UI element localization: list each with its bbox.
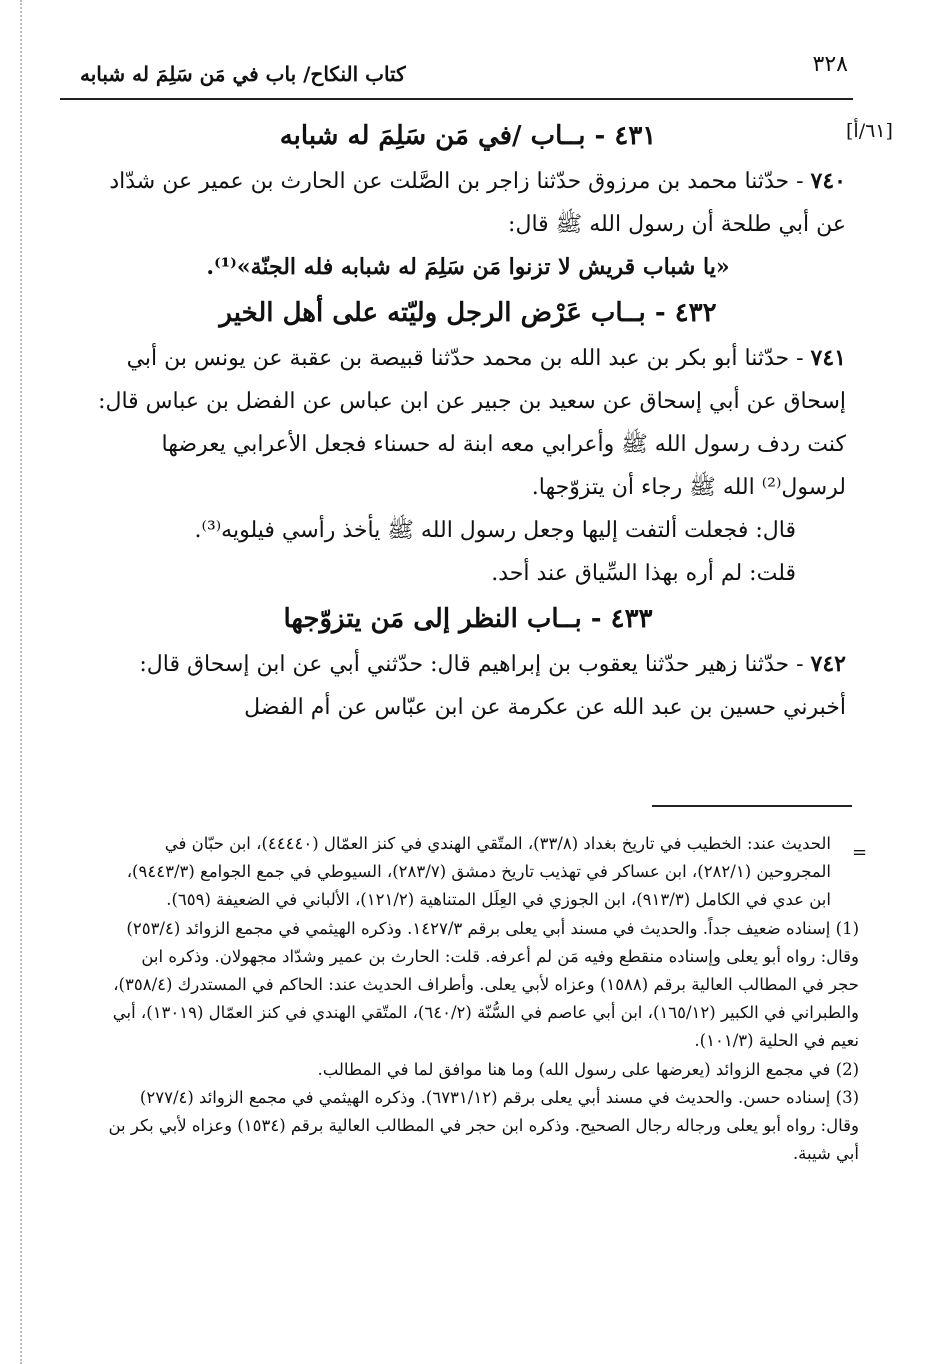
hadith-741-paragraph-2: قال: فجعلت ألتفت إليها وجعل رسول الله ﷺ يأخذ رأسي فيلويه⁽³⁾.	[194, 518, 796, 543]
hadith-text: - حدّثنا أبو بكر بن عبد الله بن محمد حدّثنا قبيصة بن عقبة عن يونس بن أبي إسحاق عن أبي إسحاق عن سعيد بن جبير عن ابن عباس عن الفضل بن عباس قال:	[98, 346, 846, 414]
manuscript-folio-mark: [٦١/أ]	[846, 120, 893, 142]
page-number: ٣٢٨	[812, 52, 848, 77]
hadith-741-paragraph-1: كنت ردف رسول الله ﷺ وأعرابي معه ابنة له حسناء فجعل الأعرابي يعرضها لرسول⁽²⁾ الله ﷺ رجاء أن يتزوّجها.	[161, 432, 846, 500]
hadith-741-paragraph-3: قلت: لم أره بهذا السِّياق عند أحد.	[491, 561, 796, 586]
page-header	[60, 50, 853, 98]
footnote-separator	[652, 805, 852, 807]
chapter-heading-432: ٤٣٢ - بــاب عَرْض الرجل وليّته على أهل الخير	[219, 298, 717, 328]
hadith-text: - حدّثنا محمد بن مرزوق حدّثنا زاجر بن الصَّلت عن الحارث بن عمير عن شدّاد عن أبي طلحة أن رسول الله ﷺ قال:	[109, 169, 846, 237]
hadith-number: ٧٤٠	[810, 168, 846, 194]
scan-edge-dotted-line	[20, 0, 22, 1364]
footnote-continuation: الحديث عند: الخطيب في تاريخ بغداد (٣٣/٨)، المتّقي الهندي في كنز العمّال (٤٤٤٤٠)، ابن حبّان في المجروحين (٢٨٢/١)، ابن عساكر في تهذيب تاريخ دمشق (٢٨٣/٧)، السيوطي في جمع الجوامع (٩٤٤٣/٣)، ابن عدي في الكامل (٩١٣/٣)، ابن الجوزي في العِلَل المتناهية (١٢١/٢)، الألباني في الضعيفة (٦٥٩).	[126, 834, 831, 910]
header-divider	[60, 98, 853, 100]
footnote-1: (1) إسناده ضعيف جداً. والحديث في مسند أبي يعلى برقم ١٤٢٧/٣. وذكره الهيثمي في مجمع الزوائد (٢٥٣/٤) وقال: رواه أبو يعلى وإسناده منقطع وفيه مَن لم أعرفه. قلت: الحارث بن عمير وشدّاد مجهولان. وذكره ابن حجر في المطالب العالية برقم (١٥٨٨) وعزاه لأبي يعلى. وأطراف الحديث عند: الحاكم في المستدرك (٣٥٨/٤)، والطبراني في الكبير (١٦٥/١٢)، ابن أبي عاصم في السُّنّة (٦٤٠/٢)، المتّقي الهندي في كنز العمّال (١٣٠١٩)، أبي نعيم في الحلية (١٠١/٣).	[112, 918, 859, 1051]
hadith-742	[90, 643, 846, 729]
running-title: كتاب النكاح/ باب في مَن سَلِمَ له شبابه	[80, 62, 406, 86]
hadith-number: ٧٤١	[810, 345, 846, 371]
hadith-text: - حدّثنا زهير حدّثنا يعقوب بن إبراهيم قال: حدّثني أبي عن ابن إسحاق قال: أخبرني حسين بن عبد الله عن عكرمة عن ابن عبّاس عن أم الفضل	[139, 652, 846, 720]
chapter-heading-431: ٤٣١ - بــاب /في مَن سَلِمَ له شبابه	[279, 121, 657, 151]
footnotes	[108, 830, 859, 1168]
hadith-741	[90, 337, 846, 423]
footnote-2: (2) في مجمع الزوائد (يعرضها على رسول الله) وما هنا موافق لما في المطالب.	[317, 1059, 859, 1079]
footnote-continuation-mark: =	[852, 842, 868, 863]
hadith-740	[90, 160, 846, 246]
footnote-3: (3) إسناده حسن. والحديث في مسند أبي يعلى برقم (٦٧٣١/١٢). وذكره الهيثمي في مجمع الزوائد (٢٧٧/٤) وقال: رواه أبو يعلى ورجاله رجال الصحيح. وذكره ابن حجر في المطالب العالية برقم (١٥٣٤) وعزاه لأبي بكر بن أبي شيبة.	[108, 1087, 859, 1164]
hadith-number: ٧٤٢	[810, 651, 846, 677]
chapter-heading-433: ٤٣٣ - بــاب النظر إلى مَن يتزوّجها	[283, 604, 653, 634]
hadith-740-quote: «يا شباب قريش لا تزنوا مَن سَلِمَ له شبابه فله الجنّة»⁽¹⁾.	[206, 254, 730, 280]
main-text	[90, 112, 846, 729]
